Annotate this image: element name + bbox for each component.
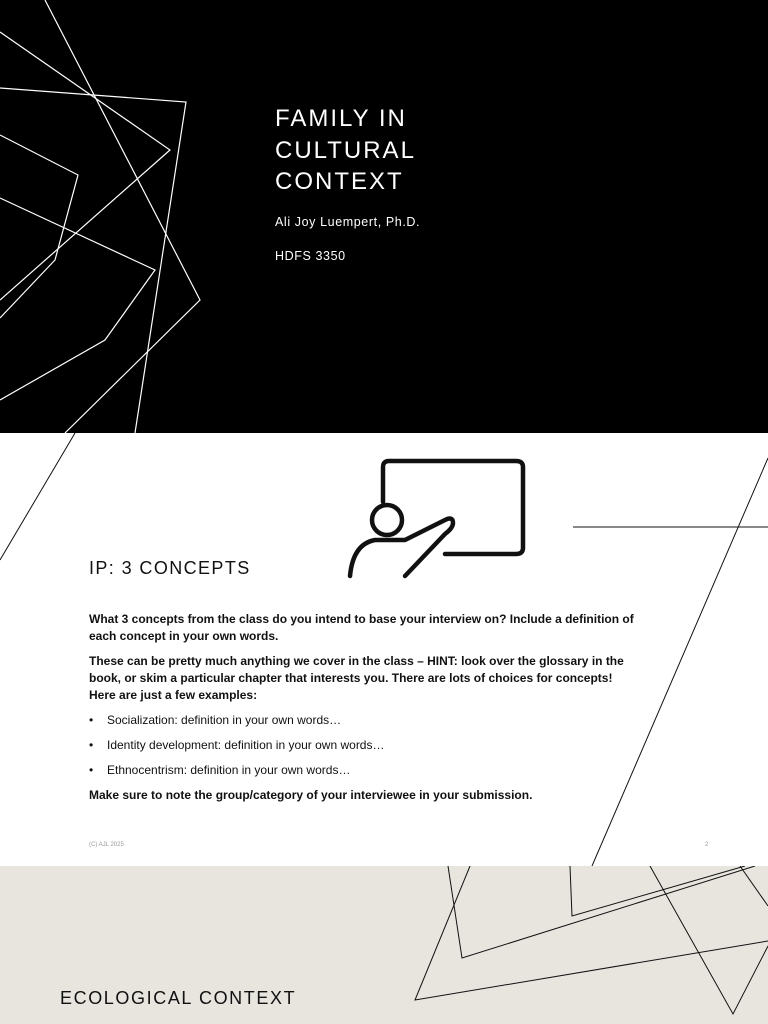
title-line-2: CULTURAL	[275, 136, 416, 164]
ecological-context-slide	[0, 866, 768, 1024]
teacher-at-board-icon	[345, 458, 530, 583]
closing-note: Make sure to note the group/category of your interviewee in your submission.	[89, 788, 533, 802]
author-name: Ali Joy Luempert, Ph.D.	[275, 215, 421, 229]
concepts-slide	[0, 433, 768, 866]
copyright-footer: (C) AJL 2025	[89, 842, 124, 848]
hint-paragraph: These can be pretty much anything we cover in the class – HINT: look over the glossary in the book, or skim a particular chapter that interests you. There are lots of choices for concepts! Here are just a few examples:	[89, 654, 624, 702]
instruction-paragraph: What 3 concepts from the class do you intend to base your interview on? Include a definition of each concept in your own words.	[89, 612, 634, 643]
list-item: • Ethnocentrism: definition in your own words…	[89, 762, 634, 779]
course-code: HDFS 3350	[275, 249, 346, 263]
slide-title: IP: 3 CONCEPTS	[89, 558, 251, 578]
list-item: • Identity development: definition in your own words…	[89, 737, 634, 754]
list-item: • Socialization: definition in your own words…	[89, 712, 634, 729]
title-line-3: CONTEXT	[275, 168, 404, 195]
example-concepts-list	[89, 712, 634, 779]
title-slide	[0, 0, 768, 433]
presentation-title	[275, 103, 416, 198]
page-number: 2	[705, 842, 709, 848]
slide-body	[89, 611, 634, 812]
title-line-1: FAMILY IN	[275, 105, 407, 132]
slide-title: ECOLOGICAL CONTEXT	[60, 988, 297, 1008]
